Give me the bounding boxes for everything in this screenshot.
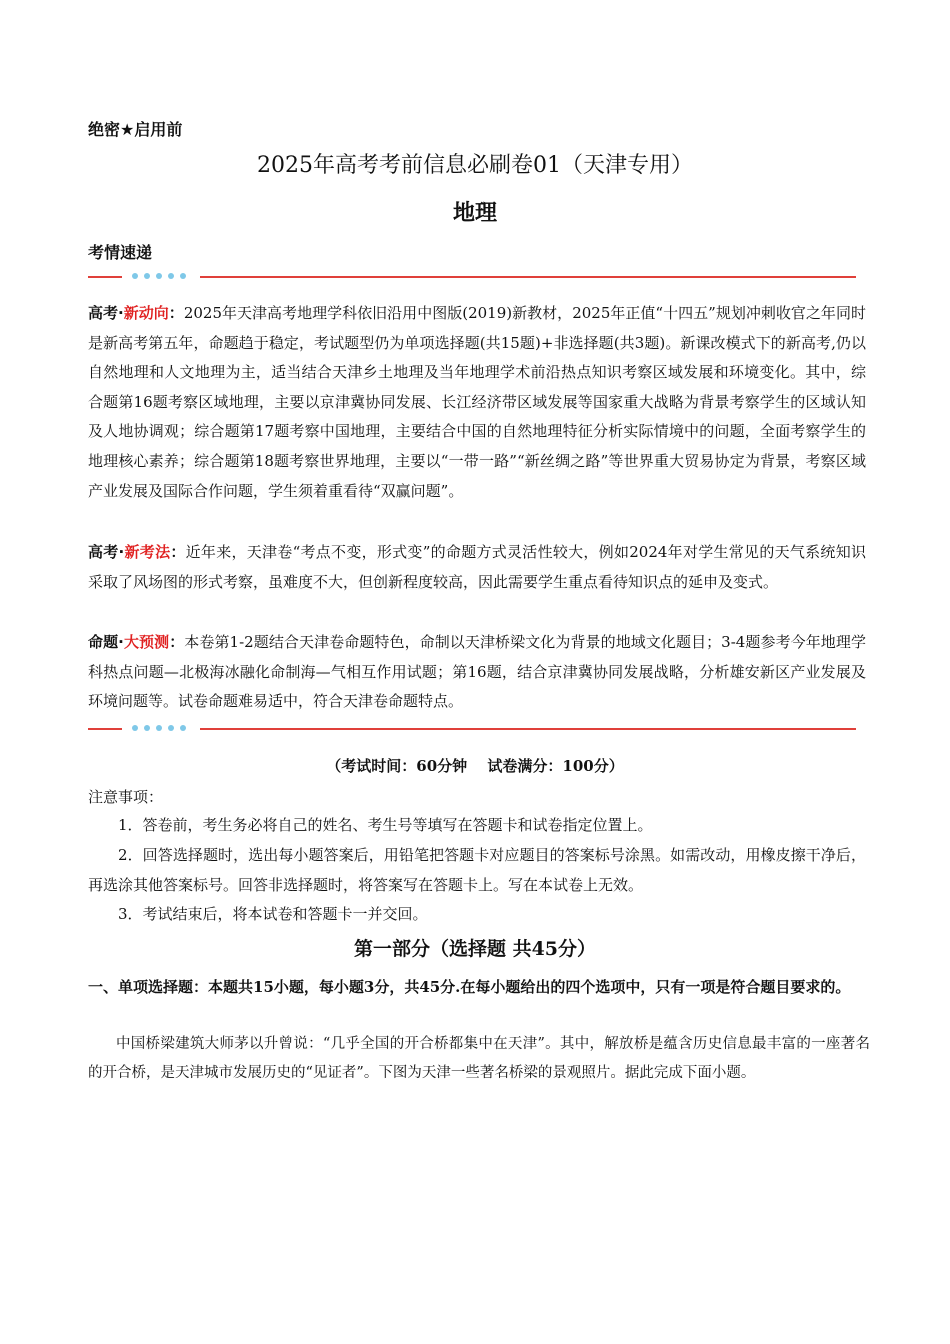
label-colon: ： bbox=[168, 304, 184, 322]
paragraph-text: 本卷第1-2题结合天津卷命题特色，命制以天津桥梁文化为背景的地域文化题目；3-4题参考今年地理学科热点问题—北极海冰融化命制海—气相互作用试题；第16题，结合京津冀协同发展战略，分析雄安新区产业发展及环境问题等。试卷命题难易适中，符合天津卷命题特点。 bbox=[88, 633, 866, 711]
divider-line-left bbox=[88, 728, 122, 730]
part-one-title: 第一部分（选择题 共45分） bbox=[353, 938, 597, 960]
divider-dots bbox=[132, 725, 192, 733]
top-divider bbox=[88, 273, 856, 281]
note-item: 1．答卷前，考生务必将自己的姓名、考生号等填写在答题卡和试卷指定位置上。 bbox=[118, 816, 653, 834]
label-highlight: 新动向 bbox=[123, 304, 169, 322]
divider-dot bbox=[168, 273, 174, 279]
paragraph-text: 近年来，天津卷“考点不变，形式变”的命题方式灵活性较大，例如2024年对学生常见的天气系统知识采取了风场图的形式考察，虽难度不大，但创新程度较高，因此需要学生重点看待知识点的延申及变式。 bbox=[88, 543, 866, 591]
label-highlight: 大预测 bbox=[123, 633, 170, 651]
note-item: 3．考试结束后，将本试卷和答题卡一并交回。 bbox=[118, 905, 428, 923]
note-item: 2．回答选择题时，选出每小题答案后，用铅笔把答题卡对应题目的答案标号涂黑。如需改动，用橡皮擦干净后，再选涂其他答案标号。回答非选择题时，将答案写在答题卡上。写在本试卷上无效。 bbox=[88, 846, 866, 894]
divider-dots bbox=[132, 273, 192, 281]
question-instruction: 一、单项选择题：本题共15小题，每小题3分，共45分.在每小题给出的四个选项中，只有一项是符合题目要求的。 bbox=[88, 978, 851, 996]
divider-dot bbox=[144, 725, 150, 731]
divider-line-left bbox=[88, 276, 122, 278]
new-method-paragraph bbox=[88, 538, 866, 597]
divider-dot bbox=[132, 273, 138, 279]
label-prefix: 命题· bbox=[88, 633, 124, 651]
divider-line-right bbox=[200, 728, 856, 730]
confidential-mark: 绝密★启用前 bbox=[88, 120, 183, 139]
notes-heading: 注意事项： bbox=[88, 788, 164, 806]
subject-title: 地理 bbox=[452, 201, 497, 226]
divider-line-right bbox=[200, 276, 856, 278]
divider-dot bbox=[180, 273, 186, 279]
question-passage: 中国桥梁建筑大师茅以升曾说：“几乎全国的开合桥都集中在天津”。其中，解放桥是蕴含历史信息最丰富的一座著名的开合桥，是天津城市发展历史的“见证者”。下图为天津一些著名桥梁的景观照片。据此完成下面小题。 bbox=[88, 1036, 870, 1081]
divider-dot bbox=[156, 725, 162, 731]
label-prefix: 高考· bbox=[88, 304, 124, 322]
page-title: 2025年高考考前信息必刷卷01（天津专用） bbox=[257, 153, 693, 178]
label-prefix: 高考· bbox=[88, 543, 125, 561]
overview-heading: 考情速递 bbox=[88, 243, 153, 262]
bottom-divider bbox=[88, 725, 856, 733]
paragraph-text: 2025年天津高考地理学科依旧沿用中图版(2019)新教材，2025年正值“十四五”规划冲刺收官之年同时是新高考第五年，命题趋于稳定，考试题型仍为单项选择题(共15题)+非选择题(共3题)。新课改模式下的新高考,仍以自然地理和人文地理为主，适当结合天津乡土地理及当年地理学术前沿热点知识考察区域发展和环境变化。其中，综合题第16题考察区域地理，主要以京津冀协同发展、长江经济带区域发展等国家重大战略为背景考察学生的区域认知及人地协调观；综合题第17题考察中国地理，主要结合中国的自然地理特征分析实际情境中的问题，全面考察学生的地理核心素养；综合题第18题考察世界地理，主要以“一带一路”“新丝绸之路”等世界重大贸易协定为背景，考察区域产业发展及国际合作问题，学生须着重看待“双赢问题”。 bbox=[88, 304, 866, 500]
divider-dot bbox=[144, 273, 150, 279]
divider-dot bbox=[132, 725, 138, 731]
prediction-paragraph bbox=[88, 628, 866, 717]
label-colon: ： bbox=[169, 633, 185, 651]
label-highlight: 新考法 bbox=[124, 543, 171, 561]
label-colon: ： bbox=[170, 543, 186, 561]
divider-dot bbox=[156, 273, 162, 279]
divider-dot bbox=[168, 725, 174, 731]
exam-time-score: （考试时间：60分钟 试卷满分：100分） bbox=[326, 757, 624, 775]
new-trend-paragraph bbox=[88, 299, 866, 506]
divider-dot bbox=[180, 725, 186, 731]
